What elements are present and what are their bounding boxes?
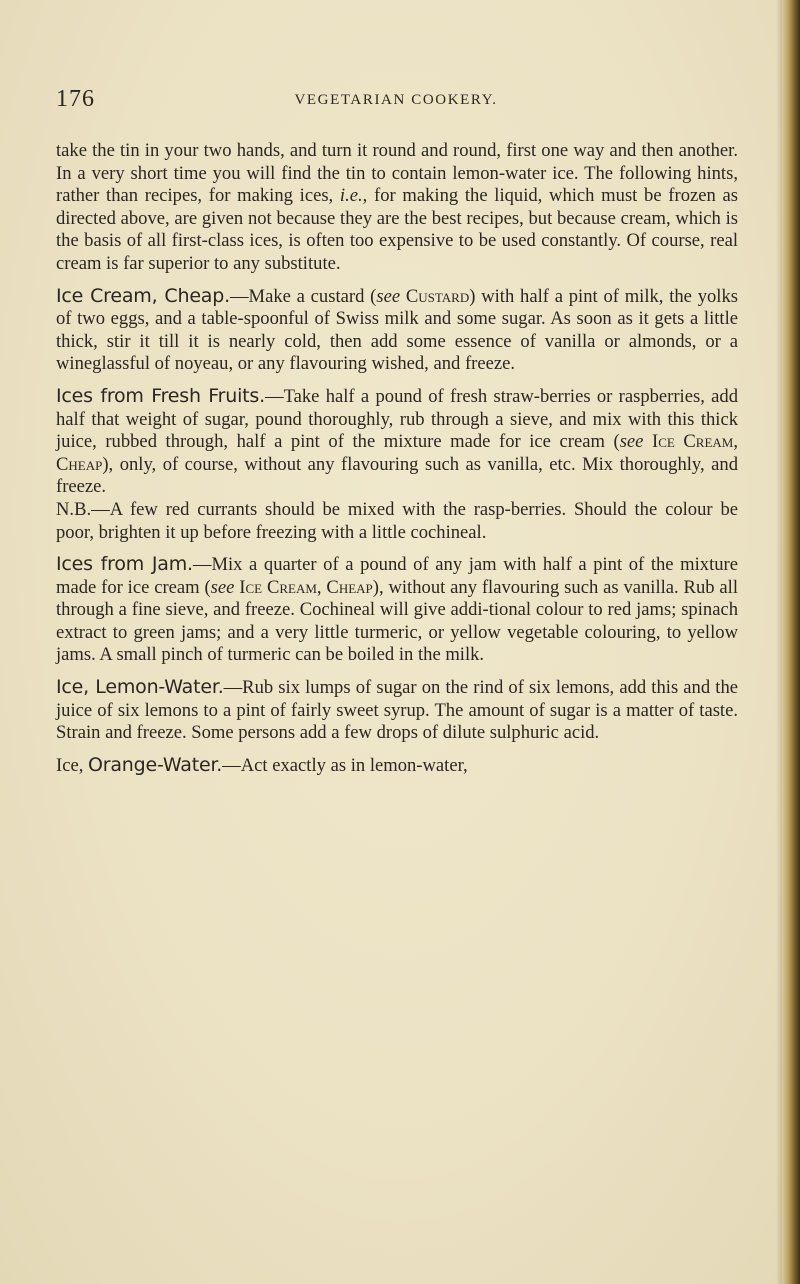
cross-reference: Ice Cream, Cheap — [239, 576, 373, 598]
recipe-heading: Ice Cream, Cheap. — [56, 284, 230, 307]
recipe-text-1: —Make a custard ( — [229, 285, 377, 307]
recipe-text-2: ), without any flavouring such as vanilla. Rub all through a fine sieve, and freeze. Cochineal will give addi-tional colour to red jams; spinach extract to green jams; and a very little turmeric, or yellow vegetable colouring, to yellow jams. A small pinch of turmeric can be boiled in the milk. — [56, 576, 738, 666]
page-spine-edge — [782, 0, 800, 1284]
recipe-text: —Rub six lumps of sugar on the rind of six lemons, add this and the juice of six lemons to a pint of fairly sweet syrup. The amount of sugar is a matter of taste. Strain and freeze. Some persons add a few drops of dilute sulphuric acid. — [56, 677, 738, 744]
recipe-heading: Ices from Fresh Fruits. — [56, 384, 265, 407]
page-header — [56, 86, 736, 116]
page-number: 176 — [56, 86, 95, 112]
recipe-ice-cream-cheap — [56, 285, 738, 376]
intro-text-1: take the tin in your two hands, and turn it round and round, first one way and then another. In a very short time you will find the tin to contain lemon-water ice. The following hints, rather than recipes, for making ices, — [56, 140, 738, 207]
page-body — [56, 140, 738, 777]
cross-reference: Custard — [405, 285, 470, 307]
intro-ie: i.e. — [339, 185, 363, 207]
intro-text-2: , for making the liquid, which must be frozen as directed above, are given not because they are the best recipes, but because cream, which is the basis of all first-class ices, is often too expensive to be used constantly. Of course, real cream is far superior to any substitute. — [56, 185, 738, 274]
nota-bene-paragraph: N.B.—A few red currants should be mixed with the rasp-berries. Should the colour be poor, brighten it up before freezing with a little cochineal. — [56, 498, 738, 543]
recipe-ices-fresh-fruits — [56, 385, 738, 499]
see-ref-word: see — [619, 431, 644, 453]
recipe-text-2: ), only, of course, without any flavouring such as vanilla, etc. Mix thoroughly, and freeze. — [56, 453, 738, 498]
recipe-ice-orange-water — [56, 754, 738, 778]
recipe-heading: Ices from Jam. — [56, 553, 193, 576]
cross-reference: Ice Cream, Cheap — [56, 431, 739, 475]
recipe-text: —Act exactly as in lemon-water, — [222, 754, 468, 776]
see-ref-word: see — [376, 285, 401, 307]
recipe-ice-lemon-water — [56, 676, 738, 745]
recipe-heading-prefix: Ice, — [56, 754, 88, 776]
recipe-heading: Ice, Lemon-Water. — [56, 676, 224, 699]
recipe-text-2: ) with half a pint of milk, the yolks of two eggs, and a table-spoonful of Swiss milk and some sugar. As soon as it gets a little thick, stir it till it is nearly cold, then add some essence of vanilla or almonds, or a wineglassful of noyeau, or any flavouring wished, and freeze. — [56, 285, 738, 375]
recipe-ices-jam — [56, 553, 738, 667]
running-head: VEGETARIAN COOKERY. — [294, 92, 498, 108]
recipe-heading: Orange-Water. — [88, 753, 223, 776]
recipe-text-1: —Mix a quarter of a pound of any jam with half a pint of the mixture made for ice cream ( — [56, 554, 738, 598]
intro-paragraph — [56, 140, 738, 276]
see-ref-word: see — [210, 576, 235, 598]
recipe-text-1: —Take half a pound of fresh straw-berries or raspberries, add half that weight of sugar, pound thoroughly, rub through a sieve, and mix with this thick juice, rubbed through, half a pint of the mixture made for ice cream ( — [56, 385, 739, 453]
